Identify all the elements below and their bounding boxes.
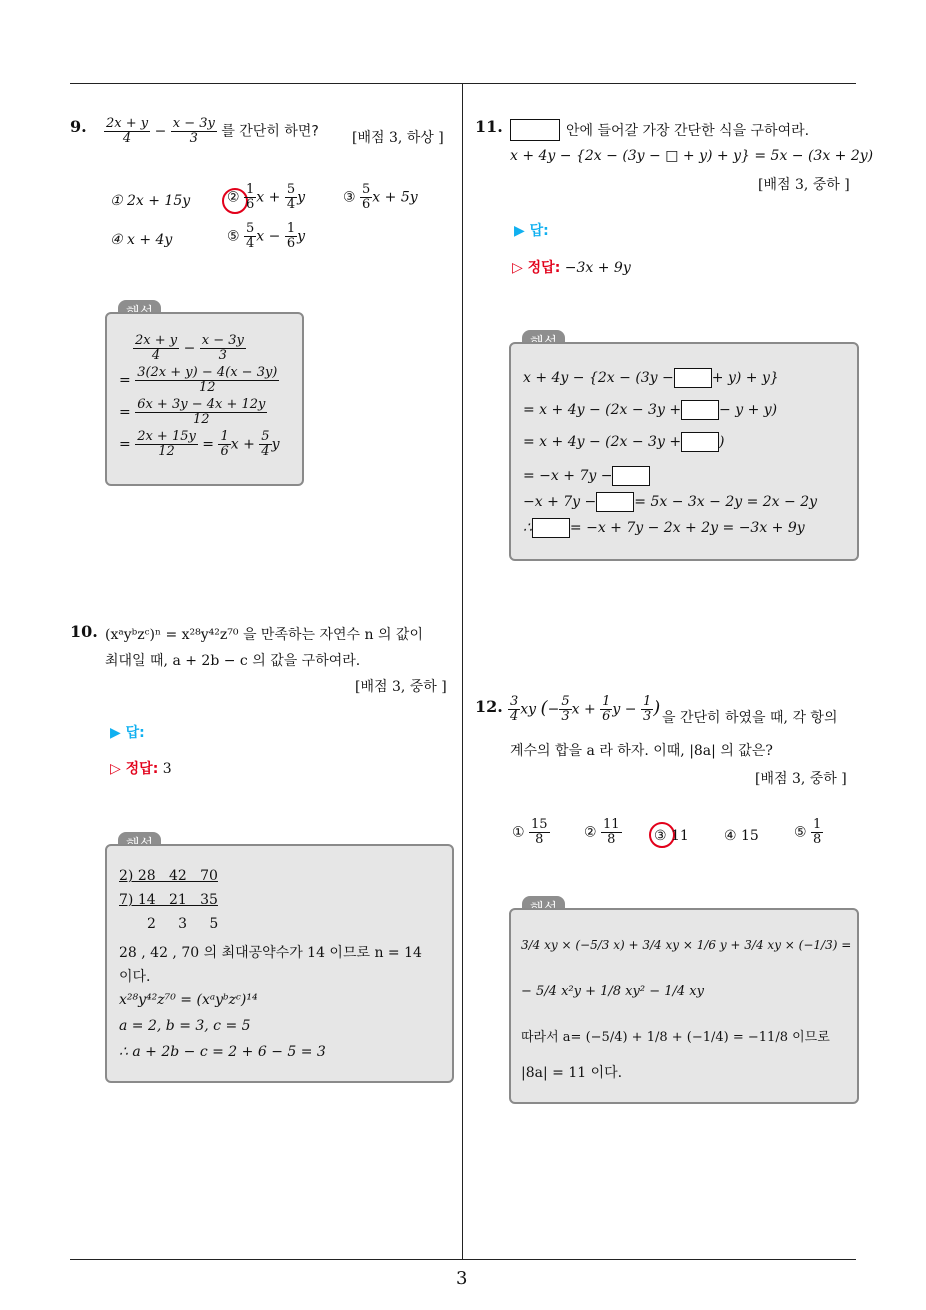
solution-line: − 5/4 x²y + 1/8 xy² − 1/4 xy xyxy=(521,984,704,999)
correct-answer: ▷ 정답: 3 xyxy=(110,761,172,777)
bottom-rule xyxy=(70,1259,856,1260)
choice-1[interactable]: ① 2x + 15y xyxy=(110,193,191,209)
score-label: [배점 3, 중하 ] xyxy=(355,679,447,695)
score-label: [배점 3, 중하 ] xyxy=(755,771,847,787)
solution-line: x²⁸y⁴²z⁷⁰ = (xᵃyᵇzᶜ)¹⁴ xyxy=(119,992,258,1008)
solution-line: $\frac{2x + y}{4}$ − $\frac{x - 3y}{3}$ xyxy=(135,333,244,363)
solution-line: |8a| = 11 이다. xyxy=(521,1065,623,1081)
question-line-1: (xᵃyᵇzᶜ)ⁿ = x²⁸y⁴²z⁷⁰ 을 만족하는 자연수 n 의 값이 xyxy=(105,627,423,643)
solution-line: ∴ = −x + 7y − 2x + 2y = −3x + 9y xyxy=(523,520,805,536)
choice-2[interactable]: ② $\frac{11}{8}$ xyxy=(584,817,620,847)
solution-line: 7) 14 21 35 xyxy=(119,892,218,908)
solution-line: a = 2, b = 3, c = 5 xyxy=(119,1018,251,1034)
solution-box xyxy=(509,908,859,1104)
solution-line: 따라서 a= (−5/4) + 1/8 + (−1/4) = −11/8 이므로 xyxy=(521,1030,830,1045)
solution-line: 28 , 42 , 70 의 최대공약수가 14 이므로 n = 14 xyxy=(119,945,422,961)
question-expression: $\frac{3}{4}$ xy (− $\frac{5}{3}$ x + $\frac{1}{6}$ y − $\frac{1}{3}$ ) xyxy=(510,694,661,724)
question-expression: x + 4y − {2x − (3y − □ + y) + y} = 5x − (3x + 2y) xyxy=(510,148,874,164)
solution-line: 이다. xyxy=(119,969,151,985)
question-number: 9. xyxy=(70,117,87,136)
choice-5[interactable]: ⑤ $\frac{5}{4}$ x − $\frac{1}{6}$ y xyxy=(227,221,306,251)
solution-line: = $\frac{2x + 15y}{12}$ = $\frac{1}{6}$ x + $\frac{5}{4}$ y xyxy=(119,429,280,459)
solution-box xyxy=(509,342,859,561)
top-rule xyxy=(70,83,856,84)
solution-line: ∴ a + 2b − c = 2 + 6 − 5 = 3 xyxy=(119,1044,326,1060)
choice-4[interactable]: ④ 15 xyxy=(724,828,759,844)
page-number: 3 xyxy=(456,1268,468,1289)
question-number: 12. xyxy=(475,697,503,716)
choice-2[interactable]: ② $\frac{1}{6}$ x + $\frac{5}{4}$ y xyxy=(227,182,306,212)
solution-line: = $\frac{6x + 3y - 4x + 12y}{12}$ xyxy=(119,397,266,427)
question-number: 11. xyxy=(475,117,503,136)
choice-3[interactable]: ③ $\frac{5}{6}$ x + 5y xyxy=(343,182,418,212)
choice-3[interactable]: ③ 11 xyxy=(654,828,689,844)
choice-5[interactable]: ⑤ $\frac{1}{8}$ xyxy=(794,817,822,847)
correct-answer: ▷ 정답: −3x + 9y xyxy=(512,260,631,276)
answer-label: ▶ 답: xyxy=(514,223,549,239)
solution-line: = $\frac{3(2x + y) - 4(x - 3y)}{12}$ xyxy=(119,365,278,395)
solution-line: = −x + 7y − xyxy=(523,466,650,486)
question-line-2: 계수의 합을 a 라 하자. 이때, |8a| 의 값은? xyxy=(510,743,773,759)
solution-line: 3/4 xy × (−5/3 x) + 3/4 xy × 1/6 y + 3/4 xy × (−1/3) = xyxy=(521,938,852,952)
choice-1[interactable]: ① $\frac{15}{8}$ xyxy=(512,817,548,847)
question-stem: $\frac{2x + y}{4}$ − $\frac{x - 3y}{3}$ 를 간단히 하면? xyxy=(106,116,319,146)
solution-line: x + 4y − {2x − (3y − + y) + y} xyxy=(523,370,779,386)
score-label: [배점 3, 중하 ] xyxy=(758,177,850,193)
answer-label: ▶ 답: xyxy=(110,725,145,741)
solution-line: 2) 28 42 70 xyxy=(119,868,218,884)
question-number: 10. xyxy=(70,622,98,641)
choice-4[interactable]: ④ x + 4y xyxy=(110,232,173,248)
question-line-2: 최대일 때, a + 2b − c 의 값을 구하여라. xyxy=(105,653,361,669)
solution-box xyxy=(105,844,454,1083)
solution-line: 2 3 5 xyxy=(147,916,219,932)
solution-line: = x + 4y − (2x − 3y + − y + y) xyxy=(523,402,778,418)
answer-blank-box xyxy=(510,119,560,141)
question-text: 을 간단히 하였을 때, 각 항의 xyxy=(662,710,838,726)
question-text: 안에 들어갈 가장 간단한 식을 구하여라. xyxy=(566,123,810,139)
score-label: [배점 3, 하상 ] xyxy=(352,130,444,146)
solution-line: −x + 7y − = 5x − 3x − 2y = 2x − 2y xyxy=(523,494,818,510)
solution-line: = x + 4y − (2x − 3y + ) xyxy=(523,434,725,450)
solution-box xyxy=(105,312,304,486)
column-divider xyxy=(462,83,463,1259)
